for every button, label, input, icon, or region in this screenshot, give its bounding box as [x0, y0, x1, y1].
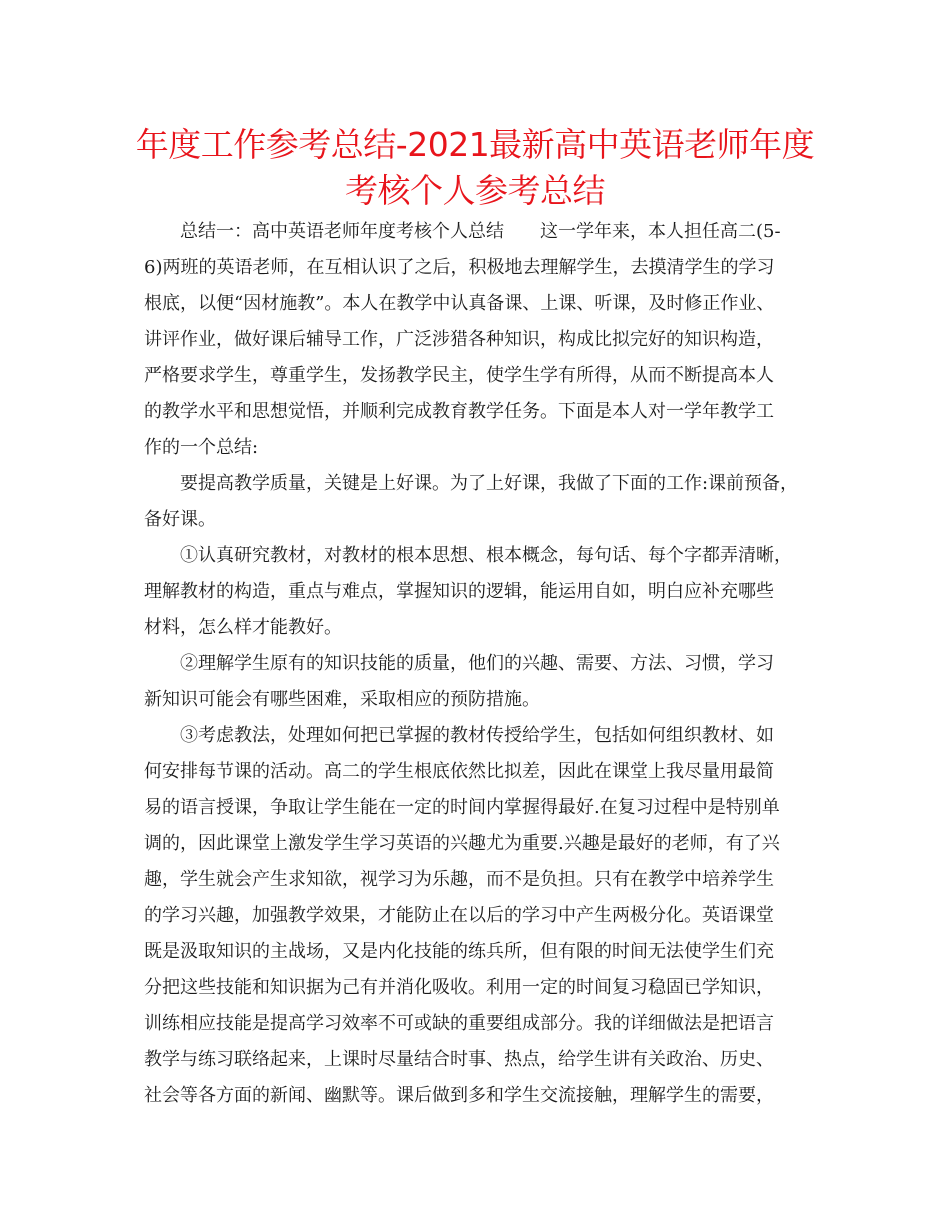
body-line: 理解教材的构造，重点与难点，掌握知识的逻辑，能运用自如，明白应补充哪些 [144, 581, 774, 602]
body-line: 总结一：高中英语老师年度考核个人总结 这一学年来，本人担任高二(5- [180, 221, 781, 242]
body-line: 讲评作业，做好课后辅导工作，广泛涉猎各种知识，构成比拟完好的知识构造， [144, 329, 774, 350]
document-title-line-1: 年度工作参考总结-2021最新高中英语老师年度 [135, 125, 815, 164]
body-line: 趣，学生就会产生求知欲，视学习为乐趣，而不是负担。只有在教学中培养学生 [144, 869, 774, 890]
body-line: 的学习兴趣，加强教学效果，才能防止在以后的学习中产生两极分化。英语课堂 [144, 905, 774, 926]
body-line: 分把这些技能和知识据为己有并消化吸收。利用一定的时间复习稳固已学知识， [144, 977, 774, 998]
body-line: 既是汲取知识的主战场，又是内化技能的练兵所，但有限的时间无法使学生们充 [144, 941, 774, 962]
body-line: 何安排每节课的活动。高二的学生根底依然比拟差，因此在课堂上我尽量用最简 [144, 761, 774, 782]
body-line: 6)两班的英语老师，在互相认识了之后，积极地去理解学生，去摸清学生的学习 [144, 257, 775, 278]
body-line: 严格要求学生，尊重学生，发扬教学民主，使学生学有所得，从而不断提高本人 [144, 365, 774, 386]
body-line: ②理解学生原有的知识技能的质量，他们的兴趣、需要、方法、习惯，学习 [180, 653, 774, 674]
body-line: ③考虑教法，处理如何把已掌握的教材传授给学生，包括如何组织教材、如 [180, 725, 774, 746]
body-line: 备好课。 [144, 509, 216, 530]
body-line: 调的，因此课堂上激发学生学习英语的兴趣尤为重要.兴趣是最好的老师，有了兴 [144, 833, 780, 854]
body-line: 材料，怎么样才能教好。 [144, 617, 342, 638]
body-line: 的教学水平和思想觉悟，并顺利完成教育教学任务。下面是本人对一学年教学工 [144, 401, 774, 422]
body-line: 社会等各方面的新闻、幽默等。课后做到多和学生交流接触，理解学生的需要， [144, 1085, 774, 1106]
body-line: 作的一个总结: [144, 437, 259, 458]
body-line: 易的语言授课，争取让学生能在一定的时间内掌握得最好.在复习过程中是特别单 [144, 797, 780, 818]
body-line: 要提高教学质量，关键是上好课。为了上好课，我做了下面的工作:课前预备， [180, 473, 799, 494]
document-title-line-2: 考核个人参考总结 [345, 171, 605, 210]
body-line: 教学与练习联络起来，上课时尽量结合时事、热点，给学生讲有关政治、历史、 [144, 1049, 774, 1070]
body-line: 根底，以便“因材施教”。本人在教学中认真备课、上课、听课，及时修正作业、 [144, 293, 775, 314]
body-line: ①认真研究教材，对教材的根本思想、根本概念，每句话、每个字都弄清晰， [180, 545, 792, 566]
body-line: 训练相应技能是提高学习效率不可或缺的重要组成部分。我的详细做法是把语言 [144, 1013, 774, 1034]
body-line: 新知识可能会有哪些困难，采取相应的预防措施。 [144, 689, 540, 710]
